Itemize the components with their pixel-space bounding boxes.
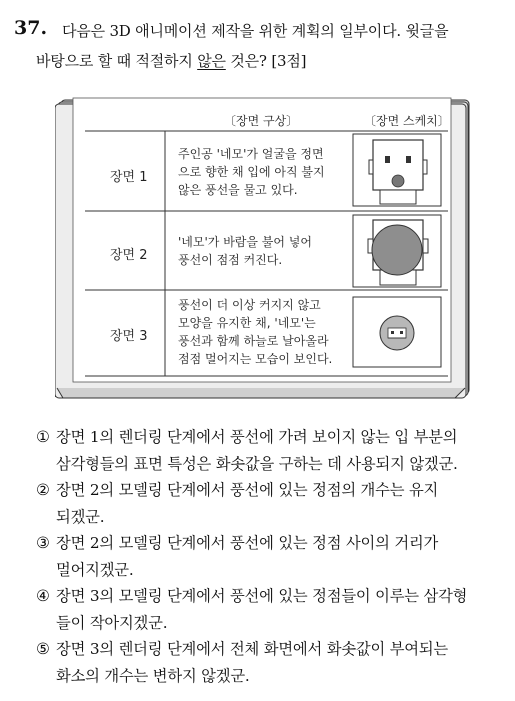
option-3-text1: 장면 2의 모델링 단계에서 풍선에 있는 정점 사이의 거리가 xyxy=(56,534,439,552)
option-2-number: ② xyxy=(36,481,50,499)
storyboard-book xyxy=(55,96,475,402)
option-5-number: ⑤ xyxy=(36,640,50,658)
option-2-text1: 장면 2의 모델링 단계에서 풍선에 있는 정점의 개수는 유지 xyxy=(56,481,439,499)
option-4-text1: 장면 3의 모델링 단계에서 풍선에 있는 정점들이 이루는 삼각형 xyxy=(56,587,468,605)
question-line2-pre: 바탕으로 할 때 적절하지 xyxy=(36,52,198,70)
scene-label-1: 장면 1 xyxy=(110,170,148,185)
scene-desc-1: 주인공 '네모'가 얼굴을 정면 으로 향한 채 입에 아직 불지 않은 풍선을 물고 있다. xyxy=(178,147,325,197)
option-2-line2: 되겠군. xyxy=(56,508,105,526)
question-text-line1: 다음은 3D 애니메이션 제작을 위한 계획의 일부이다. 윗글을 xyxy=(62,22,449,40)
scene-desc-2: '네모'가 바람을 불어 넣어 풍선이 점점 커진다. xyxy=(178,235,312,267)
option-4-line2: 들이 작아지겠군. xyxy=(56,614,168,632)
scene-desc-3: 풍선이 더 이상 커지지 않고 모양을 유지한 채, '네모'는 풍선과 함께 하늘로 날아올라 점점 멀어지는 모습이 보인다. xyxy=(178,298,333,366)
header-scene-plan: 〔장면 구상〕 xyxy=(224,114,299,128)
option-3-number: ③ xyxy=(36,534,50,552)
sketch-scene2 xyxy=(353,215,441,287)
option-1-number: ① xyxy=(36,428,50,446)
option-5-text1: 장면 3의 렌더링 단계에서 전체 화면에서 화솟값이 부여되는 xyxy=(56,640,449,658)
option-1-line1[interactable] xyxy=(36,425,457,447)
question-line2-post: 것은? [3점] xyxy=(225,52,307,70)
option-4-line1[interactable] xyxy=(36,584,467,606)
option-2-line1[interactable] xyxy=(36,478,438,500)
scene-label-3: 장면 3 xyxy=(110,329,148,344)
sketch-scene1 xyxy=(353,134,441,206)
option-4-number: ④ xyxy=(36,587,50,605)
option-3-line2: 멀어지겠군. xyxy=(56,561,134,579)
option-5-line2: 화소의 개수는 변하지 않겠군. xyxy=(56,667,250,685)
question-number: 37. xyxy=(14,17,48,39)
question-text-line2 xyxy=(36,50,306,71)
option-3-line1[interactable] xyxy=(36,531,438,553)
option-1-text1: 장면 1의 렌더링 단계에서 풍선에 가려 보이지 않는 입 부분의 xyxy=(56,428,458,446)
option-5-line1[interactable] xyxy=(36,637,448,659)
sketch-scene3 xyxy=(353,297,441,367)
scene-label-2: 장면 2 xyxy=(110,248,148,263)
option-1-line2: 삼각형들의 표면 특성은 화솟값을 구하는 데 사용되지 않겠군. xyxy=(56,455,458,473)
question-underlined-word: 않은 xyxy=(197,52,226,70)
header-scene-sketch: 〔장면 스케치〕 xyxy=(364,114,450,128)
